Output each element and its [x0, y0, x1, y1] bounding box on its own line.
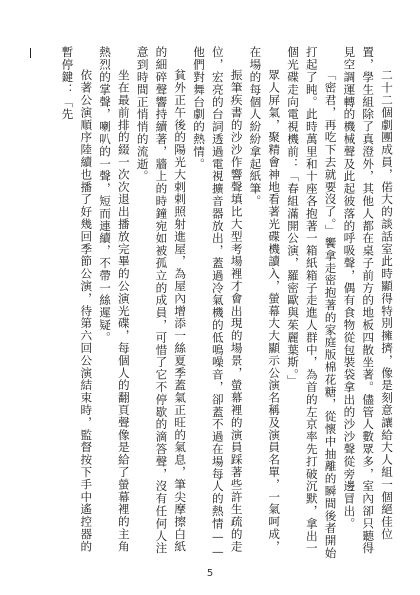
paragraph: 眾人屏氣，聚精會神地看著光碟機讀入，螢幕大大顯示公演名稱及演員名單，一氣呵成，在場的每個人紛紛拿起紙筆。 [248, 46, 282, 553]
page-number: 5 [206, 568, 214, 579]
vertical-text-block [24, 46, 396, 560]
paragraph: 依著公演順序陸續也播了好幾回季節公演，待第六回公演結束時，監督按下手中遙控器的暫停鍵：「先 [60, 46, 94, 553]
paragraph: 二十二個劇團成員，偌大的談話室此時顯得特別擁擠，像是刻意讓給大人組一個絕佳位置，學生組除了真澄外，其他人都在桌子前方的地板四散坐著。儘管人數眾多，室內卻只聽得見空調運轉的機械聲及此起彼落的呼吸聲，偶有食物從包裝袋拿出的沙沙聲從旁邊冒出。 [342, 46, 394, 555]
paragraph: 「密君，再吃下去就要沒了。」饗拿走密抱著的家庭版棉花糖，從懷中抽離的瞬間後者開始打起了盹。此時萬里和十座各抱著一箱紙箱子走進人群中，為首的左京率先打破沉默，拿出一個光碟走向電視機前：「春組滿開公演，羅密歐與茱麗葉斯。」 [286, 46, 338, 560]
paragraph: 坐在最前排的綴一次次退出播放完畢的公演光碟，每個人的翻頁聲像是給了螢幕裡的主角熱烈的掌聲，喇叭的一聲，短而連續，不帶一絲遲疑。 [98, 46, 131, 553]
paragraph: 振筆疾書的沙沙作響聲填比大型考場裡才會出現的場景，螢幕裡的演員踩著些許生疏的走位，宏亮的台詞透過電視擴音器放出，蓋過冷氣機的低鳴噪音，卻蓋不過在場每人的熱情——他們對舞台劇的熱情。 [192, 46, 244, 560]
paragraph: 貧外正午後的陽光大剌剌照射進屋，為屋內增添一絲夏季蓋氣正旺的氣息，筆尖摩擦白紙的細碎聲響持續著，牆上的時鐘宛如被孤立的成員，可惜了它不停歇的滴答聲，沒有任何人注意到時間正悄悄的流逝。 [135, 46, 188, 555]
